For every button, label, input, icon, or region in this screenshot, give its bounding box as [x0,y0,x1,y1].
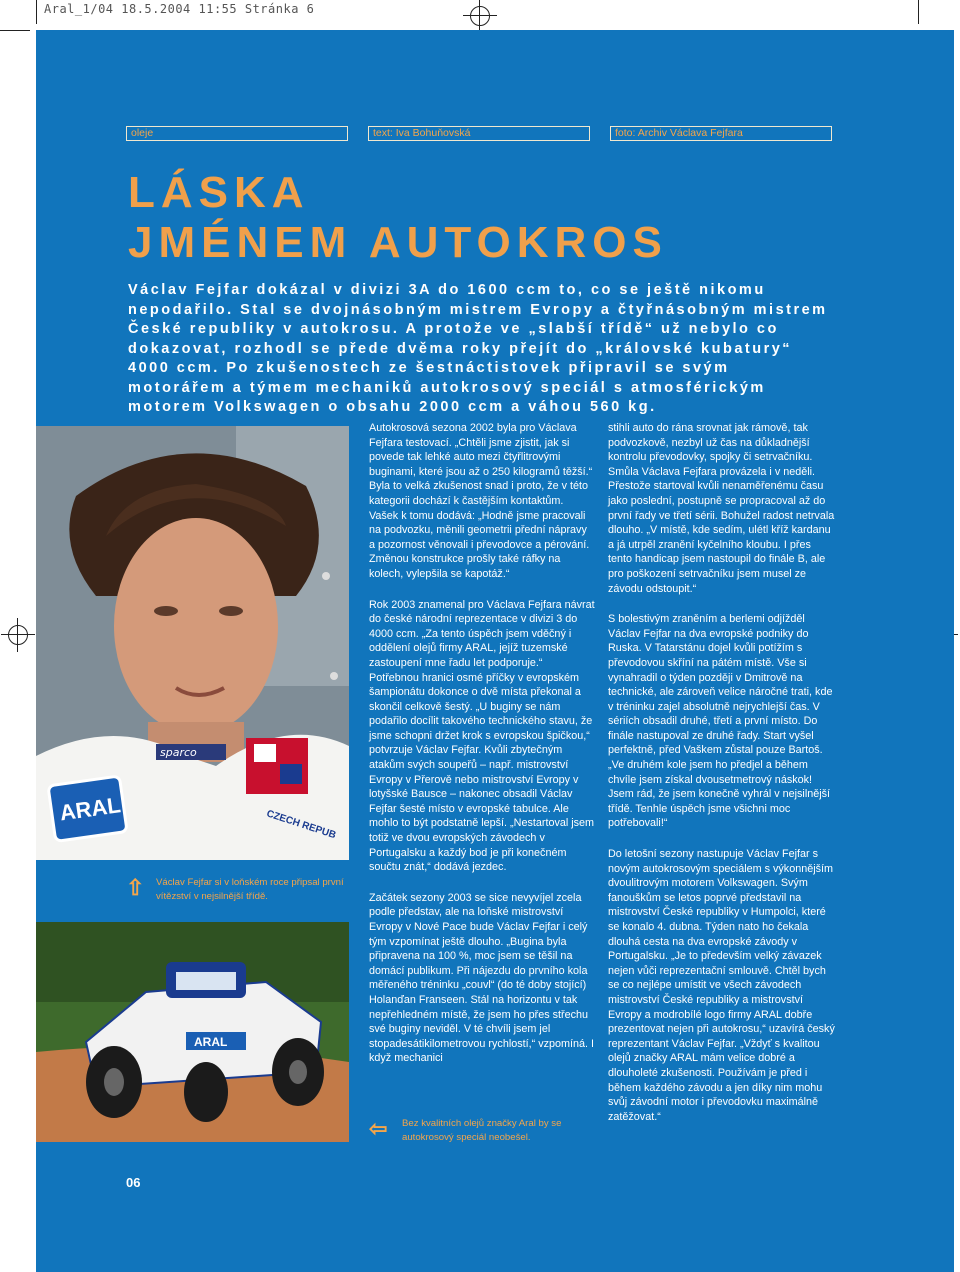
paragraph: Do letošní sezony nastupuje Václav Fejfar s novým autokrosovým speciálem s výkonnějším dvoulitrovým motorem Volkswagen. Svým fanouškům se letos poprvé představil na mistrovství České republiky v Humpolci, které se konalo 4. dubna. Týden nato ho čekala dlouhá cesta na dva evropské závody v Portugalsku. „Je to především velký závazek nejen vůči reprezentační smlouvě. Chtěl bych se co nejlépe umístit ve všech závodech mistrovství České republiky a mistrovství Evropy a modrobílé logo firmy ARAL dobře prezentovat nejen při autokrosu,“ uzavírá český reprezentant Václav Fejfar. „Vždyť s kvalitou olejů značky ARAL mám velice dobré a dlouholeté zkušenosti. Používám je před i během každého závodu a jen díky nim mohu svůj závodní motor i převodovku maximálně zatěžovat.“ [608,848,835,1123]
car-caption: Bez kvalitních olejů značky Aral by se autokrosový speciál neobešel. [402,1118,562,1143]
portrait-caption: Václav Fejfar si v loňském roce připsal první vítězství v nejsilnější třídě. [156,877,344,902]
crop-mark [36,0,37,24]
article-lead: Václav Fejfar dokázal v divizi 3A do 1600 ccm to, co se ještě nikomu nepodařilo. Stal se dvojnásobným mistrem Evropy a čtyřnásobným mistrem České republiky v autokrosu. A protože ve „slabší třídě“ už nebylo co dokazovat, rozhodl se přede dvěma roky přejít do „královské kubatury“ 4000 ccm. Po zkušenostech ze šestnáctistovek připravil se svým motorářem a týmem mechaniků autokrosový speciál s atmosférickým motorem Volkswagen o obsahu 2000 ccm a váhou 560 kg. [128,282,828,415]
car-aral-logo: ARAL [194,1035,228,1049]
print-slug: Aral_1/04 18.5.2004 11:55 Stránka 6 [44,2,315,16]
photo-credit: foto: Archiv Václava Fejfara [610,126,832,141]
portrait-photo [36,426,349,860]
registration-mark [470,6,490,26]
car-photo [36,922,349,1142]
paragraph: Autokrosová sezona 2002 byla pro Václava Fejfara testovací. „Chtěli jsme zjistit, jak si povede tak lehké auto mezi čtyřlitrovými buginami, které jsou až o 250 kilogramů těžší.“ Byla to velká zkušenost snad i proto, že v této kategorii dochází k častějším kontaktům. Vašek k tomu dodává: „Hodně jsme pracovali na podvozku, měnili geometrii přední nápravy a pozornost věnovali i převodovce a pérování. Změnou konstrukce prošly také ráfky na kolech, vylepšila se kapotáž.“ [369,422,593,580]
article-column-right [608,421,836,1140]
crop-mark [918,0,919,24]
czech-patch: CZECH REPUB [265,808,338,842]
section-label: oleje [126,126,348,141]
paragraph: S bolestivým zraněním a berlemi odjížděl Václav Fejfar na dva evropské podniky do Ruska. V Tatarstánu dojel kvůli potížím s převodovou skříní na pátém místě. Vše si vynahradil o týden později v Dmitrově na technické, ale zároveň velice náročné trati, kde v tréninku zajel absolutně nejrychlejší čas. V sériích obsadil druhé, třetí a první místo. Do finále nastupoval ze druhé řady. Start vyšel perfektně, před Vaškem zůstal pouze Bartoš. „Ve druhém kole jsem ho předjel a během chvíle jsem získal dvousetmetrový náskok! Jsem rád, že jsem konečně vyhrál v nejsilnější třídě. Tenhle úspěch jsme všichni moc potřebovali!“ [608,613,833,830]
paragraph: stihli auto do rána srovnat jak rámově, tak podvozkově, nezbyl už čas na důkladnější kontrolu převodovky, spojky či setrvačníku. Smůla Václava Fejfara provázela i v neděli. Přestože startoval kvůli nenaměřenému času jako poslední, postupně se propracoval až do první řady ve třetí sérii. Bohužel radost netrvala dlouho. „V místě, kde sedím, ulétl kříž kardanu a já utrpěl zranění kyčelního kloubu. I přes tento handicap jsem nastoupil do finále B, ale pro poškození setrvačníku jsem musel ze závodu odstoupit.“ [608,422,835,595]
title-line-2: JMÉNEM AUTOKROS [128,218,668,267]
article-column-middle [369,421,595,1082]
page-number: 06 [126,1175,141,1190]
portrait-illustration [36,426,349,860]
arrow-left-icon: ⇦ [369,1116,388,1141]
text-credit: text: Iva Bohuňovská [368,126,590,141]
paragraph: Začátek sezony 2003 se sice nevyvíjel zcela podle představ, ale na loňské mistrovství Evropy v Nové Pace bude Václav Fejfar i celý tým vzpomínat ještě dlouho. „Bugina byla připravena na 100 %, moc jsem se těšil na domácí publikum. Při nájezdu do prvního kola měřeného tréninku „couvl“ (do té doby stojící) Holanďan Franseen. Stál na horizontu v tak nepřehledném místě, že jsem ho přes střechu své buginy neviděl. V té chvíli jsem jel stopadesátikilometrovou rychlostí,“ vzpomíná. I když mechanici [369,891,595,1065]
crop-mark [0,30,30,31]
paragraph: Rok 2003 znamenal pro Václava Fejfara návrat do české národní reprezentace v divizi 3 do 4000 ccm. „Za tento úspěch jsem vděčný i oddělení olejů firmy ARAL, jejíž tuzemské zastoupení mne řadu let podporuje.“ Potřebnou hranici osmé příčky v evropském šampionátu dokonce o dvě místa překonal a skončil celkově šestý. „U buginy se nám podařilo docílit takového technického stavu, že jsme schopni držet krok s evropskou špičkou,“ potvrzuje Václav Fejfar. Kvůli zbytečným atakům svých soupeřů – např. mistrovství Evropy v Přerově nebo mistrovství Evropy v lotyšské Bausce – nakonec obsadil Václav Fejfar šesté místo v evropské tabulce. Ale mohlo to být podstatně lepší. „Nestartoval jsem totiž ve dvou evropských závodech v Portugalsku a každý bod je při konečném součtu znát,“ dodává jezdec. [369,598,595,874]
sparco-patch: sparco [160,746,197,759]
magazine-page [36,30,954,1272]
title-line-1: LÁSKA [128,168,310,217]
aral-patch: ARAL [58,792,123,826]
car-illustration [36,922,349,1142]
article-title [128,168,668,268]
arrow-up-icon: ⇧ [126,875,145,900]
registration-mark [8,625,28,645]
